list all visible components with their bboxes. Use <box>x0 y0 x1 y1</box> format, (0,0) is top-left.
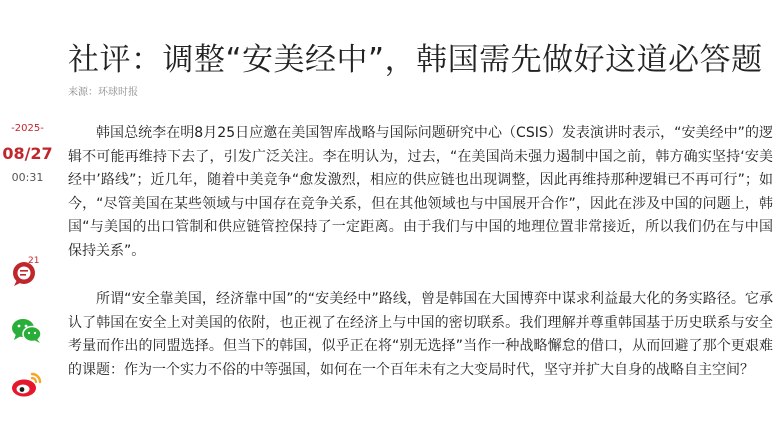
article-title: 社评：调整“安美经中”，韩国需先做好这道必答题 <box>68 41 763 78</box>
share-weibo-button[interactable] <box>11 370 43 398</box>
comment-button[interactable] <box>11 258 45 288</box>
article-paragraph: 所谓“安全靠美国，经济靠中国”的“安美经中”路线，曾是韩国在大国博弈中谋求利益最大化的务实路径。它承认了韩国在安全上对美国的依附，也正视了在经济上与中国的密切联系。我们理解并尊重韩国基于历史联系与安全考量而作出的同盟选择。但当下的韩国，似乎正在将“别无选择”当作一种战略懈怠的借口，从而回避了那个更艰难的课题：作为一个实力不俗的中等强国，如何在一个百年未有之大变局时代，坚守并扩大自身的战略自主空间？ <box>68 291 773 378</box>
article-source: 来源：环球时报 <box>68 87 138 98</box>
comment-count: 21 <box>28 256 40 266</box>
dateline-year: -2025- <box>11 123 44 134</box>
article-body <box>68 122 773 382</box>
dateline-day: 08/27 <box>2 144 53 163</box>
dateline <box>0 122 55 186</box>
wechat-icon <box>11 318 43 344</box>
share-wechat-button[interactable] <box>11 318 43 344</box>
weibo-icon <box>11 370 43 398</box>
dateline-time: 00:31 <box>11 171 44 184</box>
article-paragraph: 韩国总统李在明8月25日应邀在美国智库战略与国际问题研究中心（CSIS）发表演讲时表示，“安美经中”的逻辑不可能再维持下去了，引发广泛关注。李在明认为，过去，“在美国尚未强力遏制中国之前，韩方确实坚持‘安美经中’路线”；近几年，随着中美竞争“愈发激烈，相应的供应链也出现调整，因此再维持那种逻辑已不再可行”；如今，“尽管美国在某些领域与中国存在竞争关系，但在其他领域也与中国展开合作”，因此在涉及中国的问题上，韩国“与美国的出口管制和供应链管控保持了一定距离。由于我们与中国的地理位置非常接近，所以我们仍在与中国保持关系”。 <box>68 125 773 259</box>
